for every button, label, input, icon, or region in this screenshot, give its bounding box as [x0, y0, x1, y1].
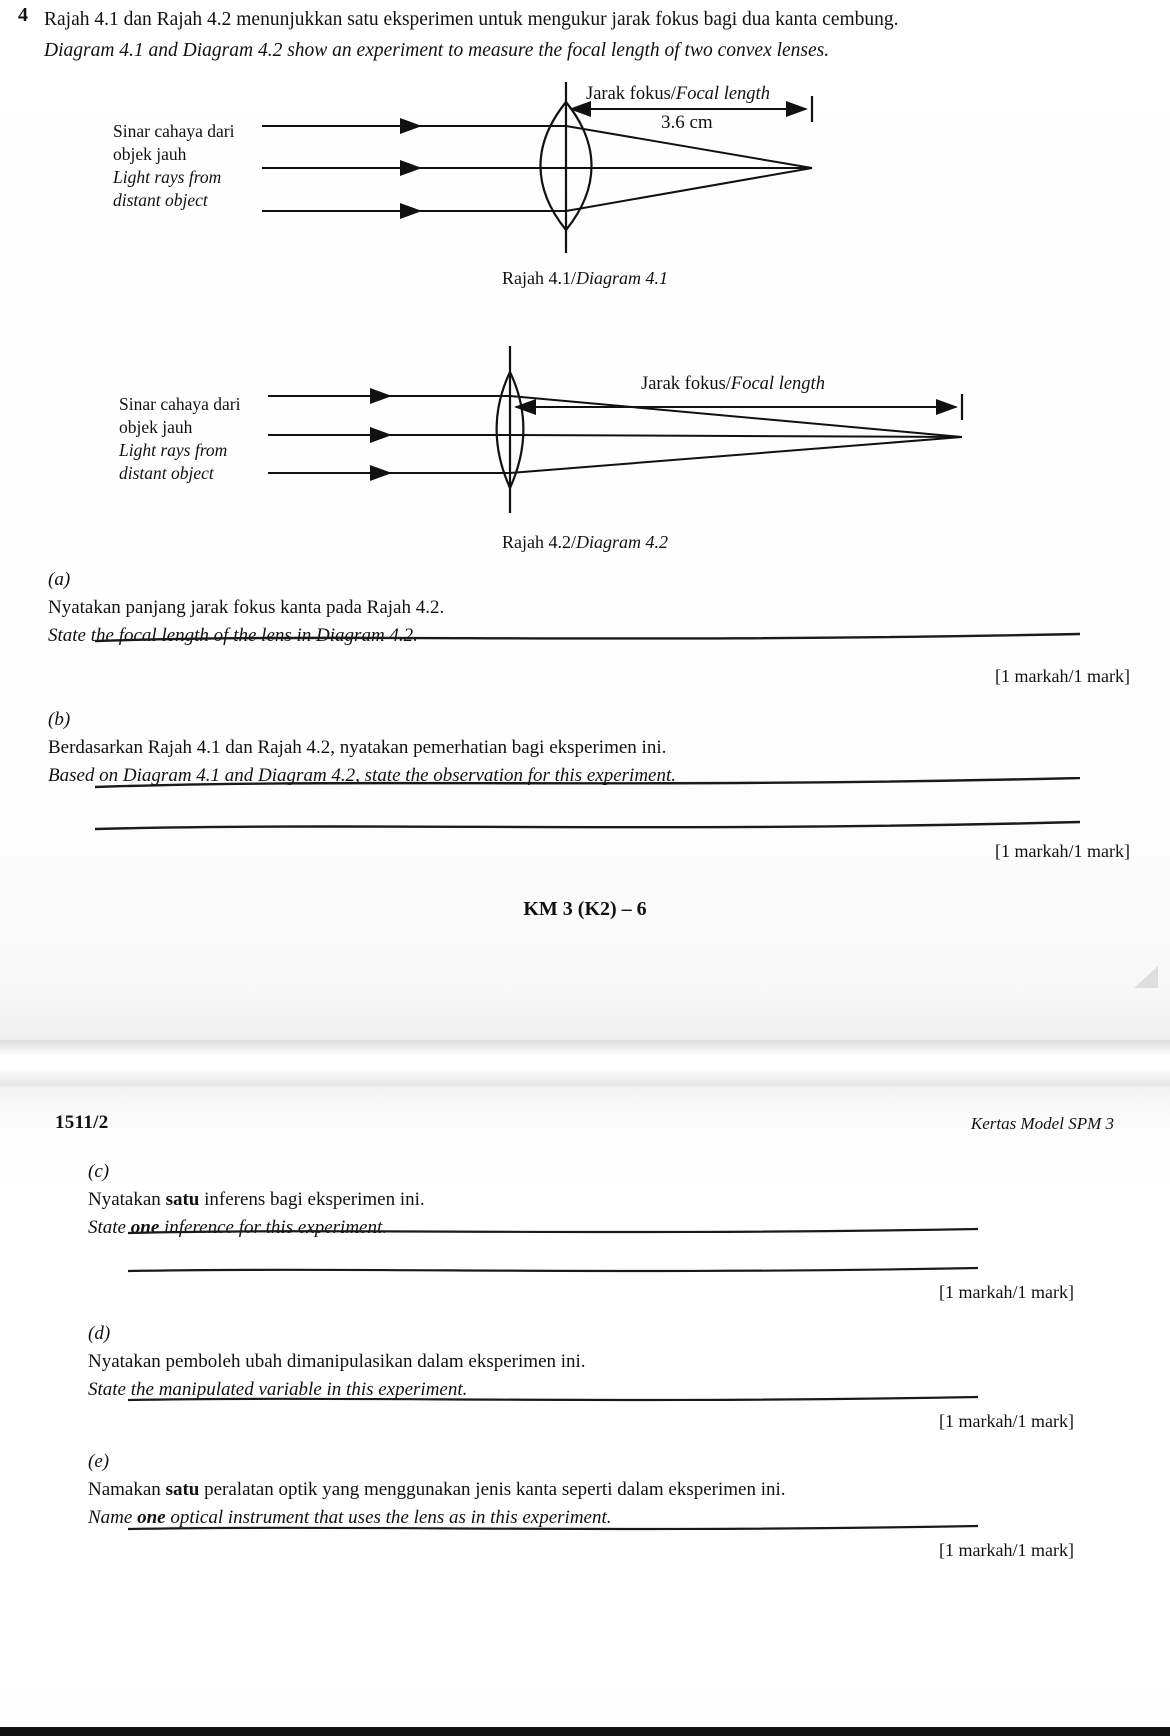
part-e-malay — [88, 1476, 1098, 1504]
ray-label-line-4: distant object — [119, 463, 214, 483]
marks-text: [1 markah/1 mark] — [939, 1540, 1074, 1560]
diagram-4-2-caption — [0, 532, 1170, 553]
ray-label-line-2: objek jauh — [113, 144, 187, 164]
paper-code: 1511/2 — [55, 1112, 109, 1133]
answer-line-c-2[interactable] — [128, 1264, 978, 1278]
part-d — [88, 1320, 1088, 1404]
part-e — [88, 1448, 1098, 1532]
focal-label-malay: Jarak fokus/ — [586, 84, 676, 104]
diagram-4-2-ray-label — [119, 393, 240, 485]
caption-english: Diagram 4.2 — [575, 532, 668, 552]
diagram-4-2-focal-label — [641, 374, 825, 395]
question-number: 4 — [18, 4, 28, 26]
diagram-4-1 — [0, 78, 1170, 293]
answer-line-d[interactable] — [128, 1393, 978, 1407]
part-e-marks — [939, 1540, 1074, 1561]
part-c-malay — [88, 1186, 1088, 1214]
answer-line-b-1[interactable] — [95, 777, 1080, 791]
part-c-malay-post: inferens bagi eksperimen ini. — [199, 1189, 425, 1210]
question-stem-english: Diagram 4.1 and Diagram 4.2 show an experiment to measure the focal length of two convex lenses. — [44, 40, 830, 61]
part-d-tag: (d) — [88, 1323, 111, 1344]
part-c-tag: (c) — [88, 1161, 110, 1182]
diagram-4-1-focal-value: 3.6 cm — [661, 112, 713, 133]
marks-text: [1 markah/1 mark] — [995, 841, 1130, 861]
part-d-english: State the manipulated variable in this experiment. — [88, 1379, 468, 1400]
part-e-tag: (e) — [88, 1451, 110, 1472]
part-c-english-bold: one — [130, 1217, 160, 1238]
ray-label-line-4: distant object — [113, 190, 208, 210]
focal-label-malay: Jarak fokus/ — [641, 374, 731, 394]
part-c-malay-pre: Nyatakan — [88, 1189, 166, 1210]
answer-line-a[interactable] — [95, 632, 1080, 646]
part-e-malay-bold: satu — [165, 1479, 200, 1500]
question-stem-malay: Rajah 4.1 dan Rajah 4.2 menunjukkan satu eksperimen untuk mengukur jarak fokus bagi dua kanta cembung. — [44, 9, 899, 30]
answer-line-b-2[interactable] — [95, 820, 1080, 834]
answer-line-c-1[interactable] — [128, 1225, 978, 1239]
marks-text: [1 markah/1 mark] — [995, 666, 1130, 686]
km-code: KM 3 (K2) – 6 — [523, 898, 647, 920]
ray-label-line-3: Light rays from — [119, 440, 228, 460]
diagram-4-1-ray-label — [113, 120, 234, 212]
ray-label-line-2: objek jauh — [119, 417, 193, 437]
question-stem — [18, 4, 1158, 66]
caption-malay: Rajah 4.1/ — [501, 268, 576, 288]
caption-english: Diagram 4.1 — [575, 268, 668, 288]
focal-label-english: Focal length — [730, 374, 825, 394]
diagram-4-1-focal-label — [586, 84, 770, 105]
part-c-malay-bold: satu — [165, 1189, 200, 1210]
part-e-english-bold: one — [137, 1507, 166, 1528]
part-b-malay: Berdasarkan Rajah 4.1 dan Rajah 4.2, nyatakan pemerhatian bagi eksperimen ini. — [48, 737, 667, 758]
answer-line-e[interactable] — [128, 1522, 978, 1536]
part-b-tag: (b) — [48, 709, 71, 730]
part-e-english-post: optical instrument that uses the lens as in this experiment. — [165, 1507, 612, 1528]
part-c-english-pre: State — [88, 1217, 131, 1238]
page-bottom-edge — [0, 1727, 1170, 1736]
part-e-malay-post: peralatan optik yang menggunakan jenis kanta seperti dalam eksperimen ini. — [199, 1479, 786, 1500]
caption-malay: Rajah 4.2/ — [501, 532, 576, 552]
part-a-english: State the focal length of the lens in Diagram 4.2. — [48, 625, 418, 646]
focal-label-english: Focal length — [675, 84, 770, 104]
part-b-marks — [995, 841, 1130, 862]
ray-label-line-1: Sinar cahaya dari — [113, 121, 235, 141]
part-a-malay: Nyatakan panjang jarak fokus kanta pada Rajah 4.2. — [48, 597, 445, 618]
part-c-marks — [939, 1282, 1074, 1303]
part-e-malay-pre: Namakan — [88, 1479, 166, 1500]
ray-label-line-3: Light rays from — [113, 167, 222, 187]
diagram-4-2 — [0, 338, 1170, 523]
diagram-4-1-caption — [0, 268, 1170, 289]
paper-name: Kertas Model SPM 3 — [970, 1114, 1114, 1133]
ray-label-line-1: Sinar cahaya dari — [119, 394, 241, 414]
exam-page-two — [0, 1086, 1170, 1736]
part-a-marks — [995, 666, 1130, 687]
part-b-english: Based on Diagram 4.1 and Diagram 4.2, state the observation for this experiment. — [48, 765, 677, 786]
page-gap — [0, 1040, 1170, 1086]
page-corner-fold — [1134, 966, 1158, 988]
part-c-english-post: inference for this experiment. — [159, 1217, 388, 1238]
part-a-tag: (a) — [48, 569, 71, 590]
marks-text: [1 markah/1 mark] — [939, 1282, 1074, 1302]
part-d-marks — [939, 1411, 1074, 1432]
marks-text: [1 markah/1 mark] — [939, 1411, 1074, 1431]
part-d-malay: Nyatakan pemboleh ubah dimanipulasikan dalam eksperimen ini. — [88, 1351, 586, 1372]
part-e-english-pre: Name — [88, 1507, 138, 1528]
